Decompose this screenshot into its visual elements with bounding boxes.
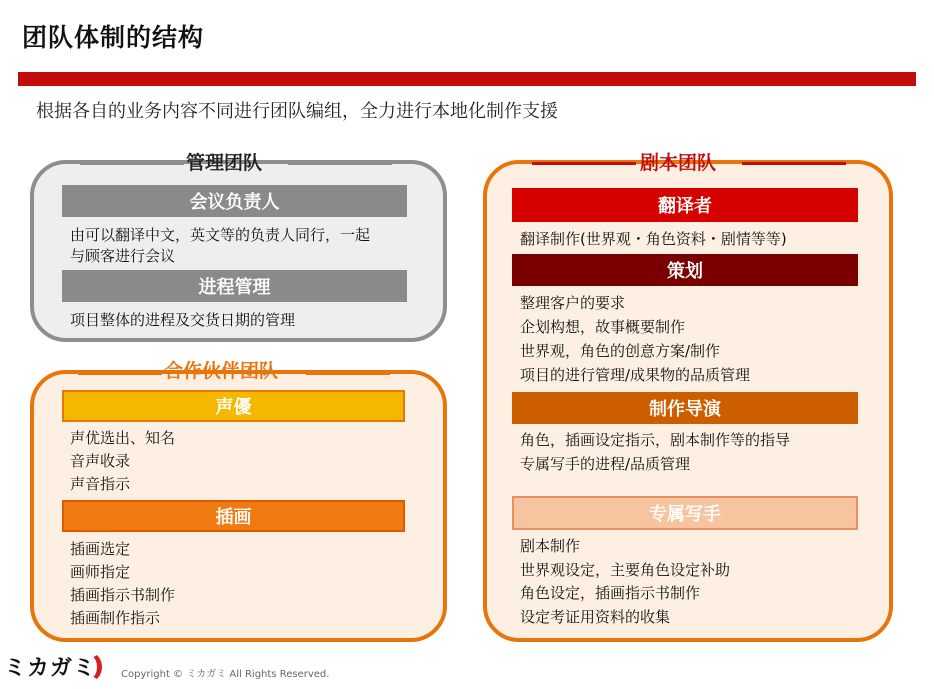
partner-team-title: 合作伙伴团队 [164, 360, 279, 382]
dedicated-writer-line: 角色设定，插画指示书制作 [520, 584, 701, 602]
management-team-title: 管理团队 [186, 152, 263, 174]
dedicated-writer-line: 世界观设定，主要角色设定补助 [520, 561, 731, 579]
company-logo: ミカガミ [4, 656, 97, 681]
copyright-text: Copyright © ミカガミ All Rights Reserved. [121, 669, 330, 680]
meeting-lead-line: 与顾客进行会议 [70, 247, 176, 265]
partner-title-line-right [306, 372, 390, 375]
production-director-line: 专属写手的进程/品质管理 [520, 455, 691, 473]
planning-header: 策划 [512, 254, 858, 286]
illustration-line: 画师指定 [70, 563, 131, 581]
illustration-line: 插画制作指示 [70, 609, 161, 627]
dedicated-writer-line: 设定考证用资料的收集 [520, 608, 671, 626]
meeting-lead-header: 会议负责人 [62, 185, 407, 217]
script-team-title: 剧本团队 [640, 152, 717, 174]
planning-line: 世界观，角色的创意方案/制作 [520, 342, 721, 360]
translator-header: 翻译者 [512, 188, 858, 222]
progress-management-line: 项目整体的进程及交货日期的管理 [70, 311, 296, 329]
planning-line: 项目的进行管理/成果物的品质管理 [520, 366, 751, 384]
page-title: 团队体制的结构 [22, 23, 205, 52]
planning-line: 整理客户的要求 [520, 294, 626, 312]
translator-line: 翻译制作(世界观・角色资料・剧情等等) [520, 230, 787, 248]
management-title-line-left [80, 162, 184, 165]
planning-line: 企划构想，故事概要制作 [520, 318, 686, 336]
voice-actor-line: 声音指示 [70, 475, 131, 493]
script-title-line-right [742, 162, 846, 165]
title-divider-bar [18, 72, 916, 86]
illustration-line: 插画选定 [70, 540, 131, 558]
management-title-line-right [288, 162, 392, 165]
voice-actor-line: 声优选出、知名 [70, 429, 176, 447]
production-director-header: 制作导演 [512, 392, 858, 424]
illustration-line: 插画指示书制作 [70, 586, 176, 604]
logo-arc-icon [76, 652, 102, 682]
dedicated-writer-header: 专属写手 [512, 496, 858, 530]
script-title-line-left [532, 162, 636, 165]
partner-title-line-left [78, 372, 162, 375]
voice-actor-header: 声優 [62, 390, 405, 422]
voice-actor-line: 音声收录 [70, 452, 131, 470]
meeting-lead-line: 由可以翻译中文，英文等的负责人同行，一起 [70, 226, 371, 244]
production-director-line: 角色，插画设定指示，剧本制作等的指导 [520, 431, 791, 449]
progress-management-header: 进程管理 [62, 270, 407, 302]
dedicated-writer-line: 剧本制作 [520, 537, 581, 555]
illustration-header: 插画 [62, 500, 405, 532]
page-subtitle: 根据各自的业务内容不同进行团队编组，全力进行本地化制作支援 [36, 101, 558, 122]
